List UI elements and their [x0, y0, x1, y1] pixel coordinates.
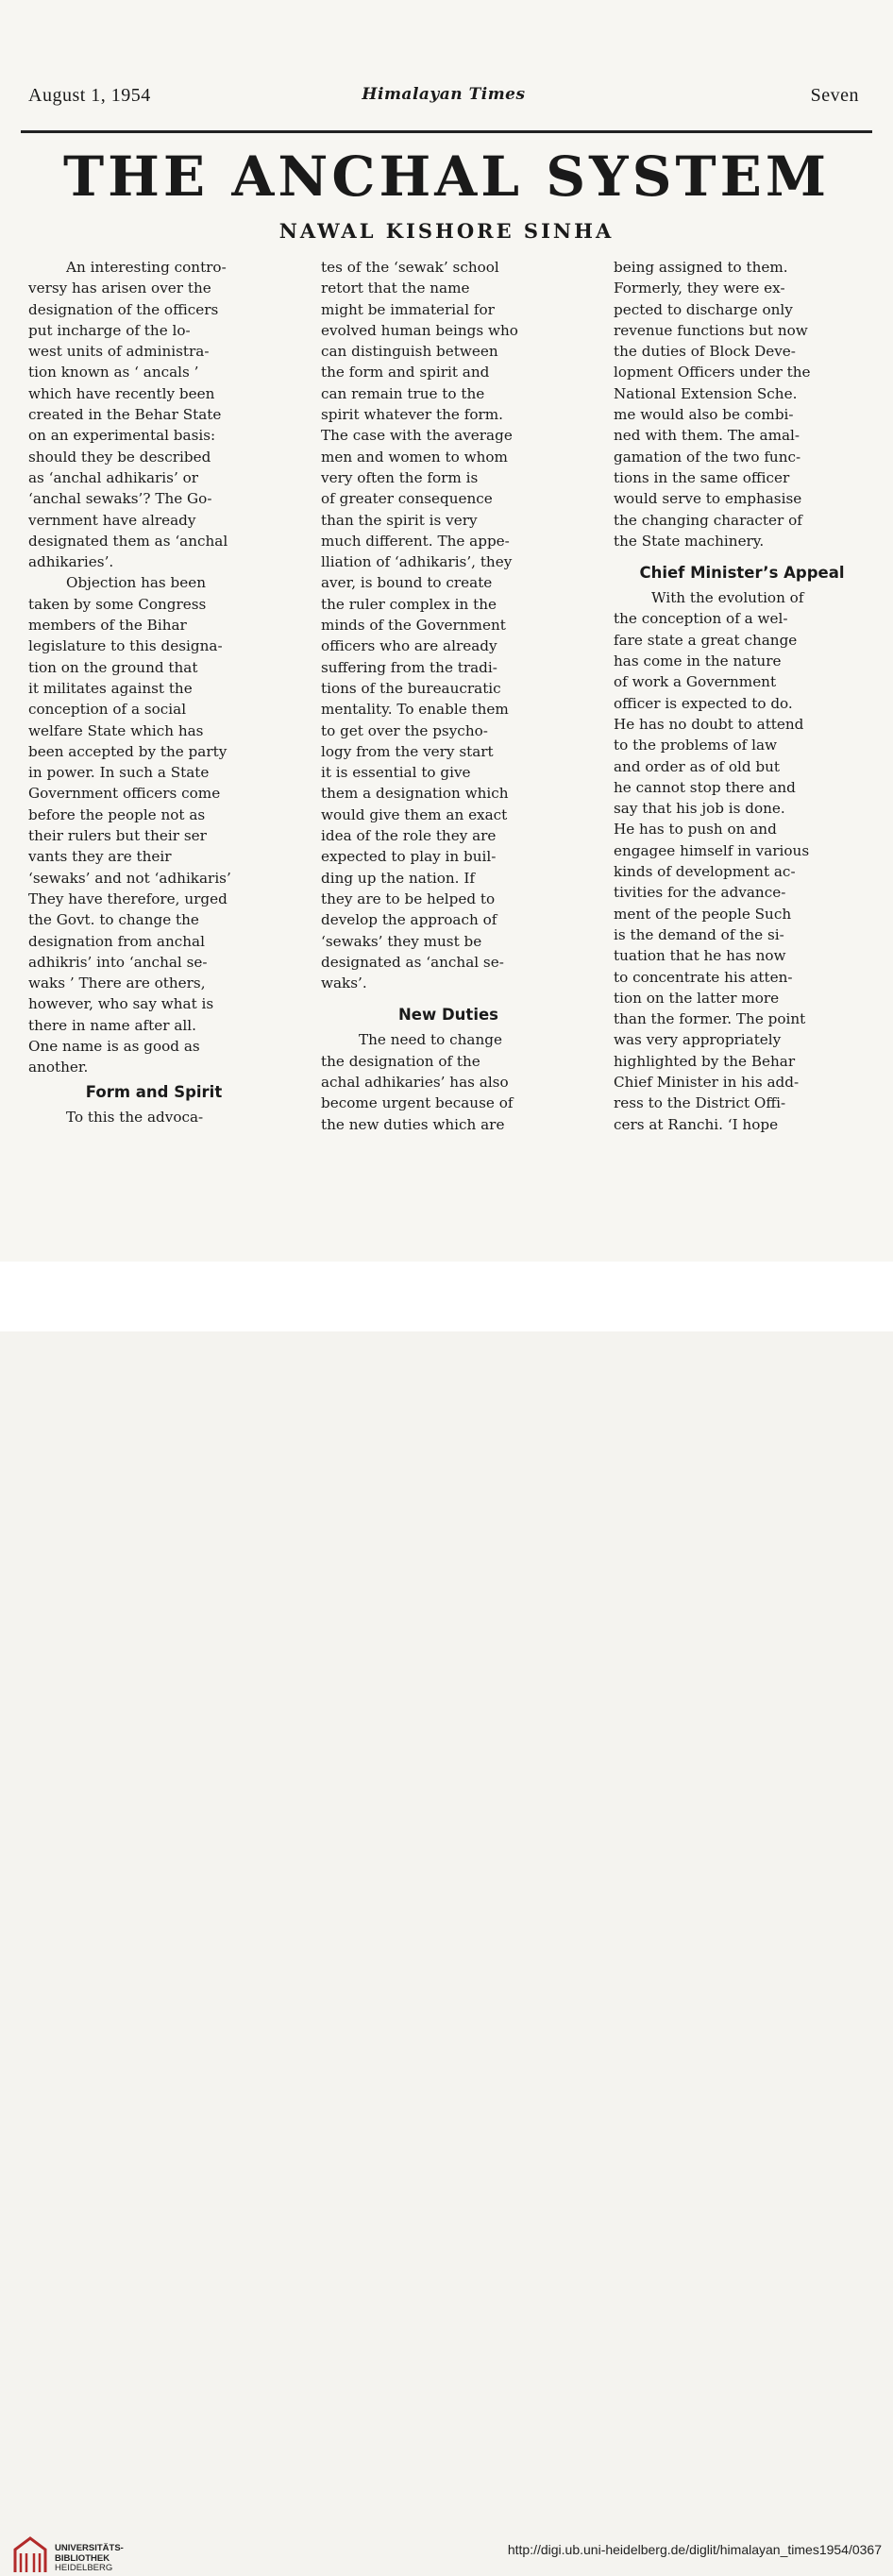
text-line: legislature to this designa- — [28, 637, 223, 655]
column-2-text — [321, 257, 576, 993]
text-line: tuation that he has now — [614, 947, 786, 965]
text-line: engagee himself in various — [614, 841, 810, 859]
text-line: west units of administra- — [28, 343, 210, 361]
text-line: the changing character of — [614, 511, 802, 529]
column-1 — [28, 257, 279, 1127]
text-line: members of the Bihar — [28, 617, 187, 635]
text-line: very often the form is — [321, 468, 479, 486]
text-line: waks ’ There are others, — [28, 974, 206, 992]
text-line: however, who say what is — [28, 995, 214, 1013]
text-line: men and women to whom — [321, 448, 508, 466]
text-line: before the people not as — [28, 805, 206, 823]
column-1-last-line: To this the advoca- — [66, 1108, 204, 1126]
text-line: ment of the people Such — [614, 905, 792, 923]
text-line: of greater consequence — [321, 490, 493, 508]
text-line: ‘sewaks’ and not ‘adhikaris’ — [28, 869, 231, 887]
subheading-chief-ministers-appeal: Chief Minister’s Appeal — [639, 564, 845, 583]
text-line: designation from anchal — [28, 932, 205, 950]
text-line: He has to push on and — [614, 821, 777, 839]
newspaper-page — [0, 0, 893, 1262]
text-line: might be immaterial for — [321, 300, 495, 318]
text-line: being assigned to them. — [614, 259, 788, 276]
text-line: should they be described — [28, 448, 211, 466]
text-line: revenue functions but now — [614, 321, 808, 339]
text-line: aver, is bound to create — [321, 574, 493, 592]
text-line: lopment Officers under the — [614, 364, 811, 381]
text-line: welfare State which has — [28, 721, 204, 739]
text-line: the State machinery. — [614, 532, 765, 550]
subheading-form-and-spirit: Form and Spirit — [85, 1082, 223, 1101]
text-line: ding up the nation. If — [321, 869, 475, 887]
text-line: designated as ‘anchal se- — [321, 953, 504, 971]
text-line: there in name after all. — [28, 1016, 196, 1034]
text-line: ress to the District Offi- — [614, 1094, 786, 1112]
text-line: than the spirit is very — [321, 511, 478, 529]
text-line: the Govt. to change the — [28, 911, 199, 929]
text-line: tions in the same officer — [614, 468, 790, 486]
text-line: the ruler complex in the — [321, 595, 497, 613]
institution-name — [55, 2544, 124, 2574]
text-line: tes of the ‘sewak’ school — [321, 259, 499, 276]
text-line: An interesting contro- — [66, 259, 227, 276]
text-line: can distinguish between — [321, 343, 498, 361]
text-line: evolved human beings who — [321, 321, 518, 339]
text-line: designated them as ‘anchal — [28, 532, 228, 550]
text-line: Formerly, they were ex- — [614, 280, 785, 297]
column-3-text — [614, 257, 870, 551]
text-line: Chief Minister in his add- — [614, 1073, 800, 1091]
text-line: than the former. The point — [614, 1010, 806, 1028]
text-line: versy has arisen over the — [28, 280, 211, 297]
text-line: would give them an exact — [321, 805, 508, 823]
text-line: tion known as ‘ ancals ’ — [28, 364, 199, 381]
text-line: taken by some Congress — [28, 595, 207, 613]
text-line: of work a Government — [614, 673, 777, 691]
column-2 — [321, 257, 576, 1135]
text-line: National Extension Sche. — [614, 384, 798, 402]
page-header — [28, 85, 859, 111]
text-line: tion on the latter more — [614, 989, 780, 1007]
text-line: to concentrate his atten- — [614, 968, 793, 986]
text-line: to get over the psycho- — [321, 721, 488, 739]
column-1-text — [28, 257, 279, 1078]
text-line: idea of the role they are — [321, 827, 497, 845]
footer-bar — [0, 1262, 893, 2573]
text-line: ‘sewaks’ they must be — [321, 932, 482, 950]
text-line: as ‘anchal adhikaris’ or — [28, 468, 199, 486]
text-line: ned with them. The amal- — [614, 427, 800, 445]
institution-line: HEIDELBERG — [55, 2563, 113, 2573]
text-line: minds of the Government — [321, 617, 506, 635]
header-rule — [21, 130, 872, 133]
text-line: they are to be helped to — [321, 890, 496, 907]
text-line: expected to play in buil- — [321, 848, 497, 866]
text-line: mentality. To enable them — [321, 701, 509, 719]
text-line: vants they are their — [28, 848, 172, 866]
text-line: created in the Behar State — [28, 406, 222, 424]
text-line: the duties of Block Deve- — [614, 343, 796, 361]
column-2-continuation — [321, 1029, 576, 1134]
text-line: much different. The appe- — [321, 532, 510, 550]
text-line: waks’. — [321, 974, 367, 992]
text-line: the form and spirit and — [321, 364, 490, 381]
column-3-continuation — [614, 587, 870, 1135]
text-line: been accepted by the party — [28, 742, 227, 760]
text-line: adhikris’ into ‘anchal se- — [28, 953, 208, 971]
text-line: put incharge of the lo- — [28, 321, 191, 339]
text-line: was very appropriately — [614, 1031, 782, 1049]
text-line: He has no doubt to attend — [614, 715, 804, 733]
text-line: highlighted by the Behar — [614, 1052, 796, 1070]
text-line: officers who are already — [321, 637, 497, 655]
text-line: kinds of development ac- — [614, 863, 796, 881]
text-line: become urgent because of — [321, 1094, 514, 1112]
text-line: tions of the bureaucratic — [321, 679, 501, 697]
text-line: They have therefore, urged — [28, 890, 227, 907]
text-line: pected to discharge only — [614, 300, 793, 318]
text-line: me would also be combi- — [614, 406, 794, 424]
text-line: gamation of the two func- — [614, 448, 801, 466]
text-line: conception of a social — [28, 701, 187, 719]
text-line: develop the approach of — [321, 911, 497, 929]
text-line: which have recently been — [28, 384, 215, 402]
text-line: adhikaries’. — [28, 553, 114, 571]
text-line: is the demand of the si- — [614, 925, 784, 943]
text-line: spirit whatever the form. — [321, 406, 503, 424]
text-line: he cannot stop there and — [614, 778, 796, 796]
text-line: cers at Ranchi. ‘I hope — [614, 1115, 779, 1133]
text-line: suffering from the tradi- — [321, 658, 497, 676]
text-line: can remain true to the — [321, 384, 485, 402]
text-line: it militates against the — [28, 679, 193, 697]
text-line: their rulers but their ser — [28, 827, 207, 845]
subheading-new-duties: New Duties — [398, 1006, 498, 1025]
institution-line: UNIVERSITÄTS- — [55, 2543, 124, 2553]
university-logo-icon — [11, 2534, 49, 2576]
text-line: fare state a great change — [614, 631, 798, 649]
text-line: them a designation which — [321, 785, 509, 803]
newspaper-name: Himalayan Times — [362, 85, 526, 104]
text-line: on an experimental basis: — [28, 427, 216, 445]
text-line: ‘anchal sewaks’? The Go- — [28, 490, 212, 508]
text-line: the conception of a wel- — [614, 610, 788, 628]
text-line: and order as of old but — [614, 757, 781, 775]
text-line: Objection has been — [66, 574, 207, 592]
article-title: THE ANCHAL SYSTEM — [62, 144, 831, 209]
text-line: The need to change — [359, 1031, 502, 1049]
source-url-link[interactable]: http://digi.ub.uni-heidelberg.de/diglit/himalayan_times1954/0367 — [507, 2542, 882, 2557]
article-byline: NAWAL KISHORE SINHA — [278, 219, 615, 243]
text-line: tivities for the advance- — [614, 884, 786, 902]
text-line: it is essential to give — [321, 764, 471, 782]
column-3 — [614, 257, 870, 1135]
page-number: Seven — [810, 85, 859, 106]
text-line: would serve to emphasise — [614, 490, 802, 508]
text-line: has come in the nature — [614, 652, 782, 670]
text-line: retort that the name — [321, 280, 470, 297]
text-line: vernment have already — [28, 511, 196, 529]
text-line: the designation of the — [321, 1052, 480, 1070]
text-line: With the evolution of — [651, 589, 804, 607]
text-line: officer is expected to do. — [614, 694, 793, 712]
issue-date: August 1, 1954 — [28, 85, 151, 106]
text-line: designation of the officers — [28, 300, 219, 318]
text-line: logy from the very start — [321, 742, 494, 760]
text-line: another. — [28, 1059, 89, 1076]
text-line: say that his job is done. — [614, 800, 785, 818]
text-line: to the problems of law — [614, 737, 777, 754]
institution-line: BIBLIOTHEK — [55, 2552, 110, 2564]
text-line: achal adhikaries’ has also — [321, 1073, 509, 1091]
text-line: One name is as good as — [28, 1037, 200, 1055]
text-line: Government officers come — [28, 785, 221, 803]
text-line: lliation of ‘adhikaris’, they — [321, 553, 513, 571]
text-line: the new duties which are — [321, 1115, 505, 1133]
text-line: The case with the average — [321, 427, 513, 445]
text-line: tion on the ground that — [28, 658, 198, 676]
text-line: in power. In such a State — [28, 764, 210, 782]
